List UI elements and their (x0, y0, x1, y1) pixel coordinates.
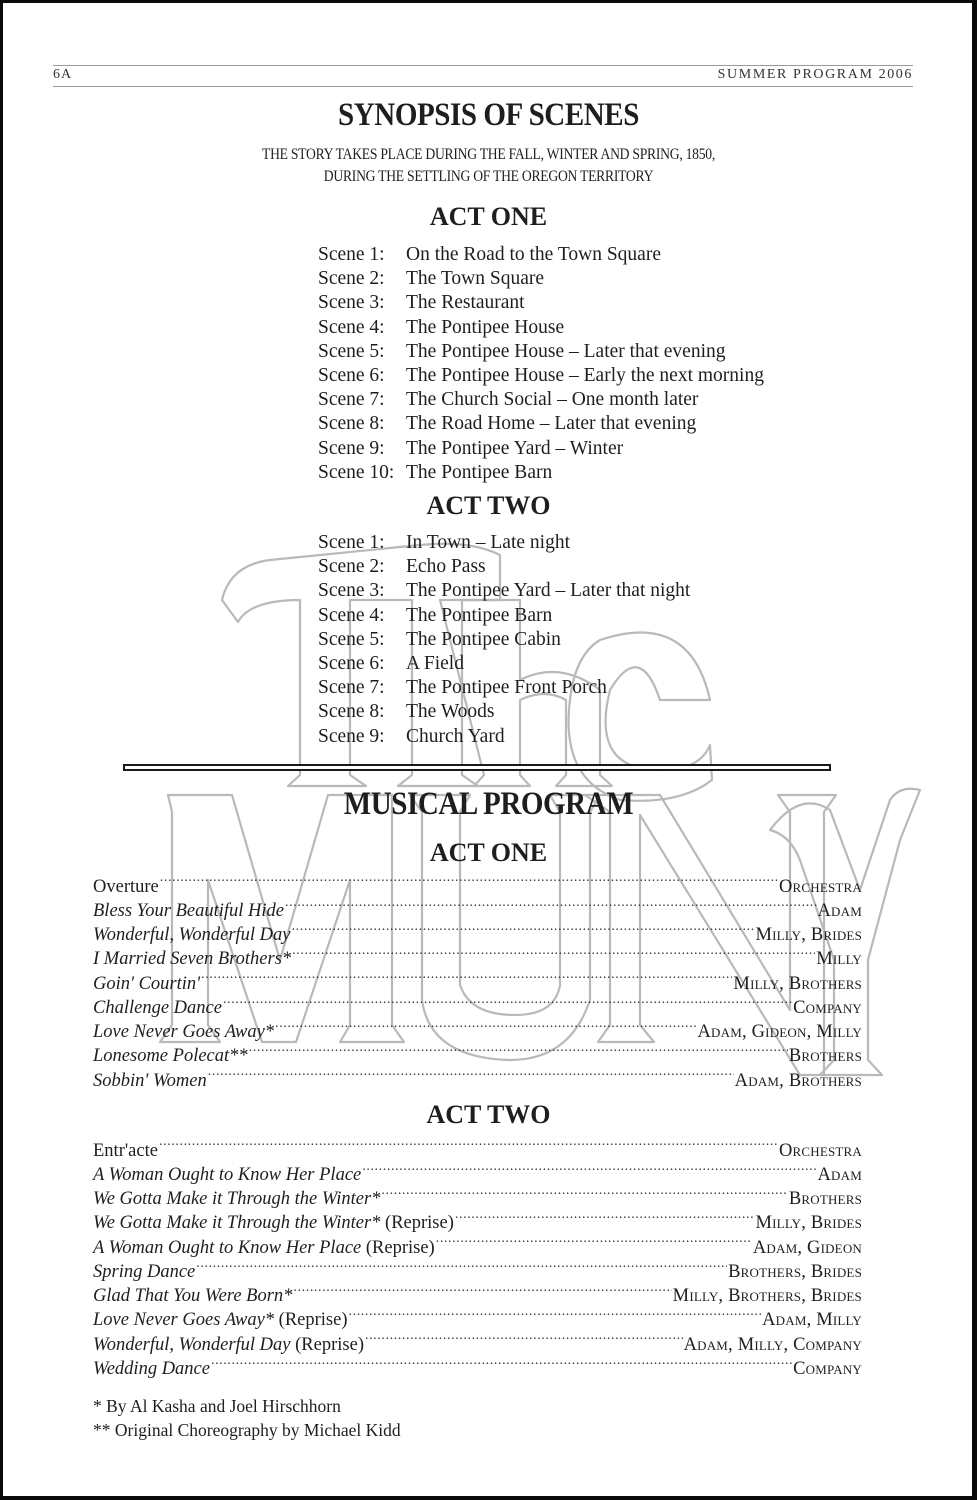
dot-leader (208, 1068, 734, 1087)
song-title (93, 1187, 380, 1211)
song-row (93, 994, 862, 1018)
publication-title: SUMMER PROGRAM 2006 (717, 67, 913, 82)
song-performers: Adam (817, 900, 862, 921)
scene-title: The Pontipee Front Porch (406, 677, 607, 699)
song-row (93, 1019, 862, 1043)
musical-act-two-songs (93, 1137, 862, 1380)
scene-title: The Pontipee House – Later that evening (406, 340, 726, 362)
song-title (93, 947, 291, 971)
song-row (93, 1043, 862, 1067)
synopsis-subtitle-line2: DURING THE SETTLING OF THE OREGON TERRITORY (323, 168, 654, 185)
song-row (93, 970, 862, 994)
synopsis-title: SYNOPSIS OF SCENES (338, 97, 639, 133)
dot-leader (292, 923, 755, 942)
scene-title: In Town – Late night (406, 532, 570, 553)
song-title (93, 899, 284, 923)
song-name: Sobbin' Women (93, 1070, 207, 1091)
song-performers: Adam, Milly, Company (683, 1334, 862, 1355)
song-performers: Milly, Brothers (733, 973, 862, 994)
song-title (93, 972, 200, 996)
song-title (93, 1211, 454, 1235)
song-row (93, 1067, 862, 1091)
header-rule-top (53, 65, 913, 66)
song-row (93, 1234, 862, 1258)
dot-leader (223, 995, 792, 1014)
song-name: Love Never Goes Away* (93, 1022, 275, 1042)
scene-title: The Pontipee Yard – Winter (406, 437, 624, 459)
song-row (93, 922, 862, 946)
scene-title: Church Yard (406, 725, 505, 747)
song-performers: Adam, Gideon, Milly (697, 1022, 862, 1042)
scene-label: Scene 7: (318, 389, 385, 411)
scene-label: Scene 1: (318, 532, 385, 553)
footnote-single-asterisk: * By Al Kasha and Joel Hirschhorn (93, 1396, 341, 1416)
song-name: Lonesome Polecat** (93, 1046, 248, 1067)
song-name: Wonderful, Wonderful Day (93, 925, 291, 945)
dot-leader (292, 947, 815, 966)
musical-act-one-songs (93, 873, 862, 1091)
scene-title: The Road Home – Later that evening (406, 413, 697, 435)
song-row (93, 1210, 862, 1234)
song-title (93, 1069, 207, 1093)
dot-leader (293, 1284, 671, 1303)
scene-title: The Pontipee House (406, 316, 565, 338)
song-title (93, 875, 159, 899)
scene-title: The Town Square (406, 268, 544, 290)
footnotes (93, 1394, 401, 1442)
header-rule-bottom (53, 86, 913, 87)
scene-title: The Pontipee Cabin (406, 628, 561, 650)
dot-leader (201, 971, 732, 990)
musical-act-two-heading: ACT TWO (426, 1100, 551, 1129)
song-title (93, 1284, 292, 1308)
dot-leader (196, 1259, 727, 1278)
dot-leader (381, 1187, 787, 1206)
song-performers: Brothers (788, 1046, 862, 1067)
scene-title: Echo Pass (406, 556, 486, 578)
synopsis-act-two-heading: ACT TWO (426, 491, 551, 520)
synopsis-subtitle-line1: THE STORY TAKES PLACE DURING THE FALL, WINTER AND SPRING, 1850, (261, 146, 716, 163)
song-performers: Company (793, 997, 862, 1018)
scene-label: Scene 3: (318, 580, 385, 602)
song-row (93, 946, 862, 970)
song-name: Challenge Dance (93, 997, 222, 1018)
song-row (93, 1186, 862, 1210)
song-row (93, 1258, 862, 1282)
song-name: Glad That You Were Born* (93, 1286, 293, 1306)
song-title (93, 1260, 195, 1284)
dot-leader (160, 874, 778, 893)
section-divider (123, 764, 831, 771)
dot-leader (436, 1235, 752, 1254)
song-name: Spring Dance (93, 1261, 196, 1282)
scene-label: Scene 4: (318, 604, 385, 626)
song-row (93, 1307, 862, 1331)
scene-label: Scene 5: (318, 340, 385, 362)
scene-title: The Pontipee Barn (406, 604, 553, 626)
song-title (93, 923, 291, 947)
scene-label: Scene 7: (318, 677, 385, 699)
song-name: Entr'acte (93, 1140, 158, 1161)
song-performers: Adam (817, 1164, 862, 1185)
scene-title: On the Road to the Town Square (406, 244, 661, 265)
dot-leader (159, 1138, 778, 1157)
song-row (93, 1355, 862, 1379)
dot-leader (362, 1162, 816, 1181)
song-name: Love Never Goes Away* (93, 1310, 275, 1331)
song-title (93, 1163, 361, 1187)
song-name: We Gotta Make it Through the Winter* (93, 1213, 381, 1234)
dot-leader (455, 1211, 755, 1230)
song-name: Goin' Courtin' (93, 973, 201, 994)
song-suffix: (Reprise) (290, 1334, 364, 1355)
musical-act-one-heading: ACT ONE (429, 838, 548, 867)
scene-label: Scene 8: (318, 413, 385, 435)
scene-label: Scene 2: (318, 556, 385, 578)
scene-title: A Field (406, 652, 464, 674)
scene-label: Scene 8: (318, 701, 385, 723)
song-row (93, 897, 862, 921)
scene-label: Scene 10: (318, 461, 395, 483)
song-performers: Adam, Brothers (734, 1070, 862, 1091)
song-performers: Milly, Brothers, Brides (672, 1286, 862, 1306)
musical-program-title: MUSICAL PROGRAM (343, 786, 634, 822)
scene-label: Scene 9: (318, 725, 385, 747)
song-name: I Married Seven Brothers* (93, 949, 292, 970)
song-performers: Brothers (788, 1189, 862, 1209)
dot-leader (349, 1308, 762, 1327)
scene-title: The Pontipee House – Early the next morning (406, 364, 764, 386)
scene-label: Scene 6: (318, 364, 385, 386)
scene-label: Scene 3: (318, 292, 385, 314)
song-title (93, 1236, 435, 1260)
scene-label: Scene 4: (318, 316, 385, 338)
song-suffix: (Reprise) (361, 1237, 435, 1258)
scene-title: The Woods (406, 701, 495, 723)
page-number: 6A (53, 67, 73, 82)
song-performers: Orchestra (778, 1140, 862, 1161)
song-name: Wonderful, Wonderful Day (93, 1334, 291, 1355)
song-title (93, 1357, 210, 1381)
scene-label: Scene 1: (318, 244, 385, 265)
song-performers: Adam, Gideon (752, 1237, 862, 1258)
song-title (93, 1020, 274, 1044)
song-suffix: (Reprise) (380, 1213, 454, 1234)
song-name: Bless Your Beautiful Hide (93, 900, 284, 921)
song-row (93, 1137, 862, 1161)
synopsis-act-one-heading: ACT ONE (429, 202, 548, 231)
scene-title: The Church Social – One month later (406, 389, 699, 411)
song-title (93, 1333, 364, 1357)
scene-title: The Pontipee Yard – Later that night (406, 580, 691, 602)
song-performers: Adam, Milly (762, 1310, 862, 1331)
song-title (93, 1308, 348, 1332)
dot-leader (275, 1020, 696, 1039)
song-name: Overture (93, 876, 159, 897)
dot-leader (365, 1332, 683, 1351)
dot-leader (285, 898, 817, 917)
song-name: A Woman Ought to Know Her Place (93, 1164, 362, 1185)
song-performers: Milly (816, 949, 862, 970)
scene-label: Scene 9: (318, 437, 385, 459)
song-suffix: (Reprise) (274, 1310, 348, 1331)
song-performers: Brothers, Brides (728, 1261, 862, 1282)
footnote-double-asterisk: ** Original Choreography by Michael Kidd (93, 1420, 401, 1440)
song-row (93, 1331, 862, 1355)
song-performers: Milly, Brides (755, 925, 862, 945)
scene-title: The Pontipee Barn (406, 461, 553, 483)
song-title (93, 1044, 248, 1068)
song-name: Wedding Dance (93, 1358, 210, 1379)
song-name: We Gotta Make it Through the Winter* (93, 1189, 381, 1209)
song-title (93, 996, 222, 1020)
dot-leader (211, 1356, 792, 1375)
song-title (93, 1139, 158, 1163)
scene-label: Scene 2: (318, 268, 385, 290)
scene-label: Scene 6: (318, 652, 385, 674)
song-row (93, 873, 862, 897)
scene-label: Scene 5: (318, 628, 385, 650)
dot-leader (249, 1044, 788, 1063)
song-performers: Company (793, 1358, 862, 1379)
song-row (93, 1283, 862, 1307)
song-performers: Orchestra (778, 876, 862, 897)
scene-title: The Restaurant (406, 292, 525, 314)
song-row (93, 1161, 862, 1185)
song-performers: Milly, Brides (755, 1213, 862, 1234)
song-name: A Woman Ought to Know Her Place (93, 1237, 362, 1258)
